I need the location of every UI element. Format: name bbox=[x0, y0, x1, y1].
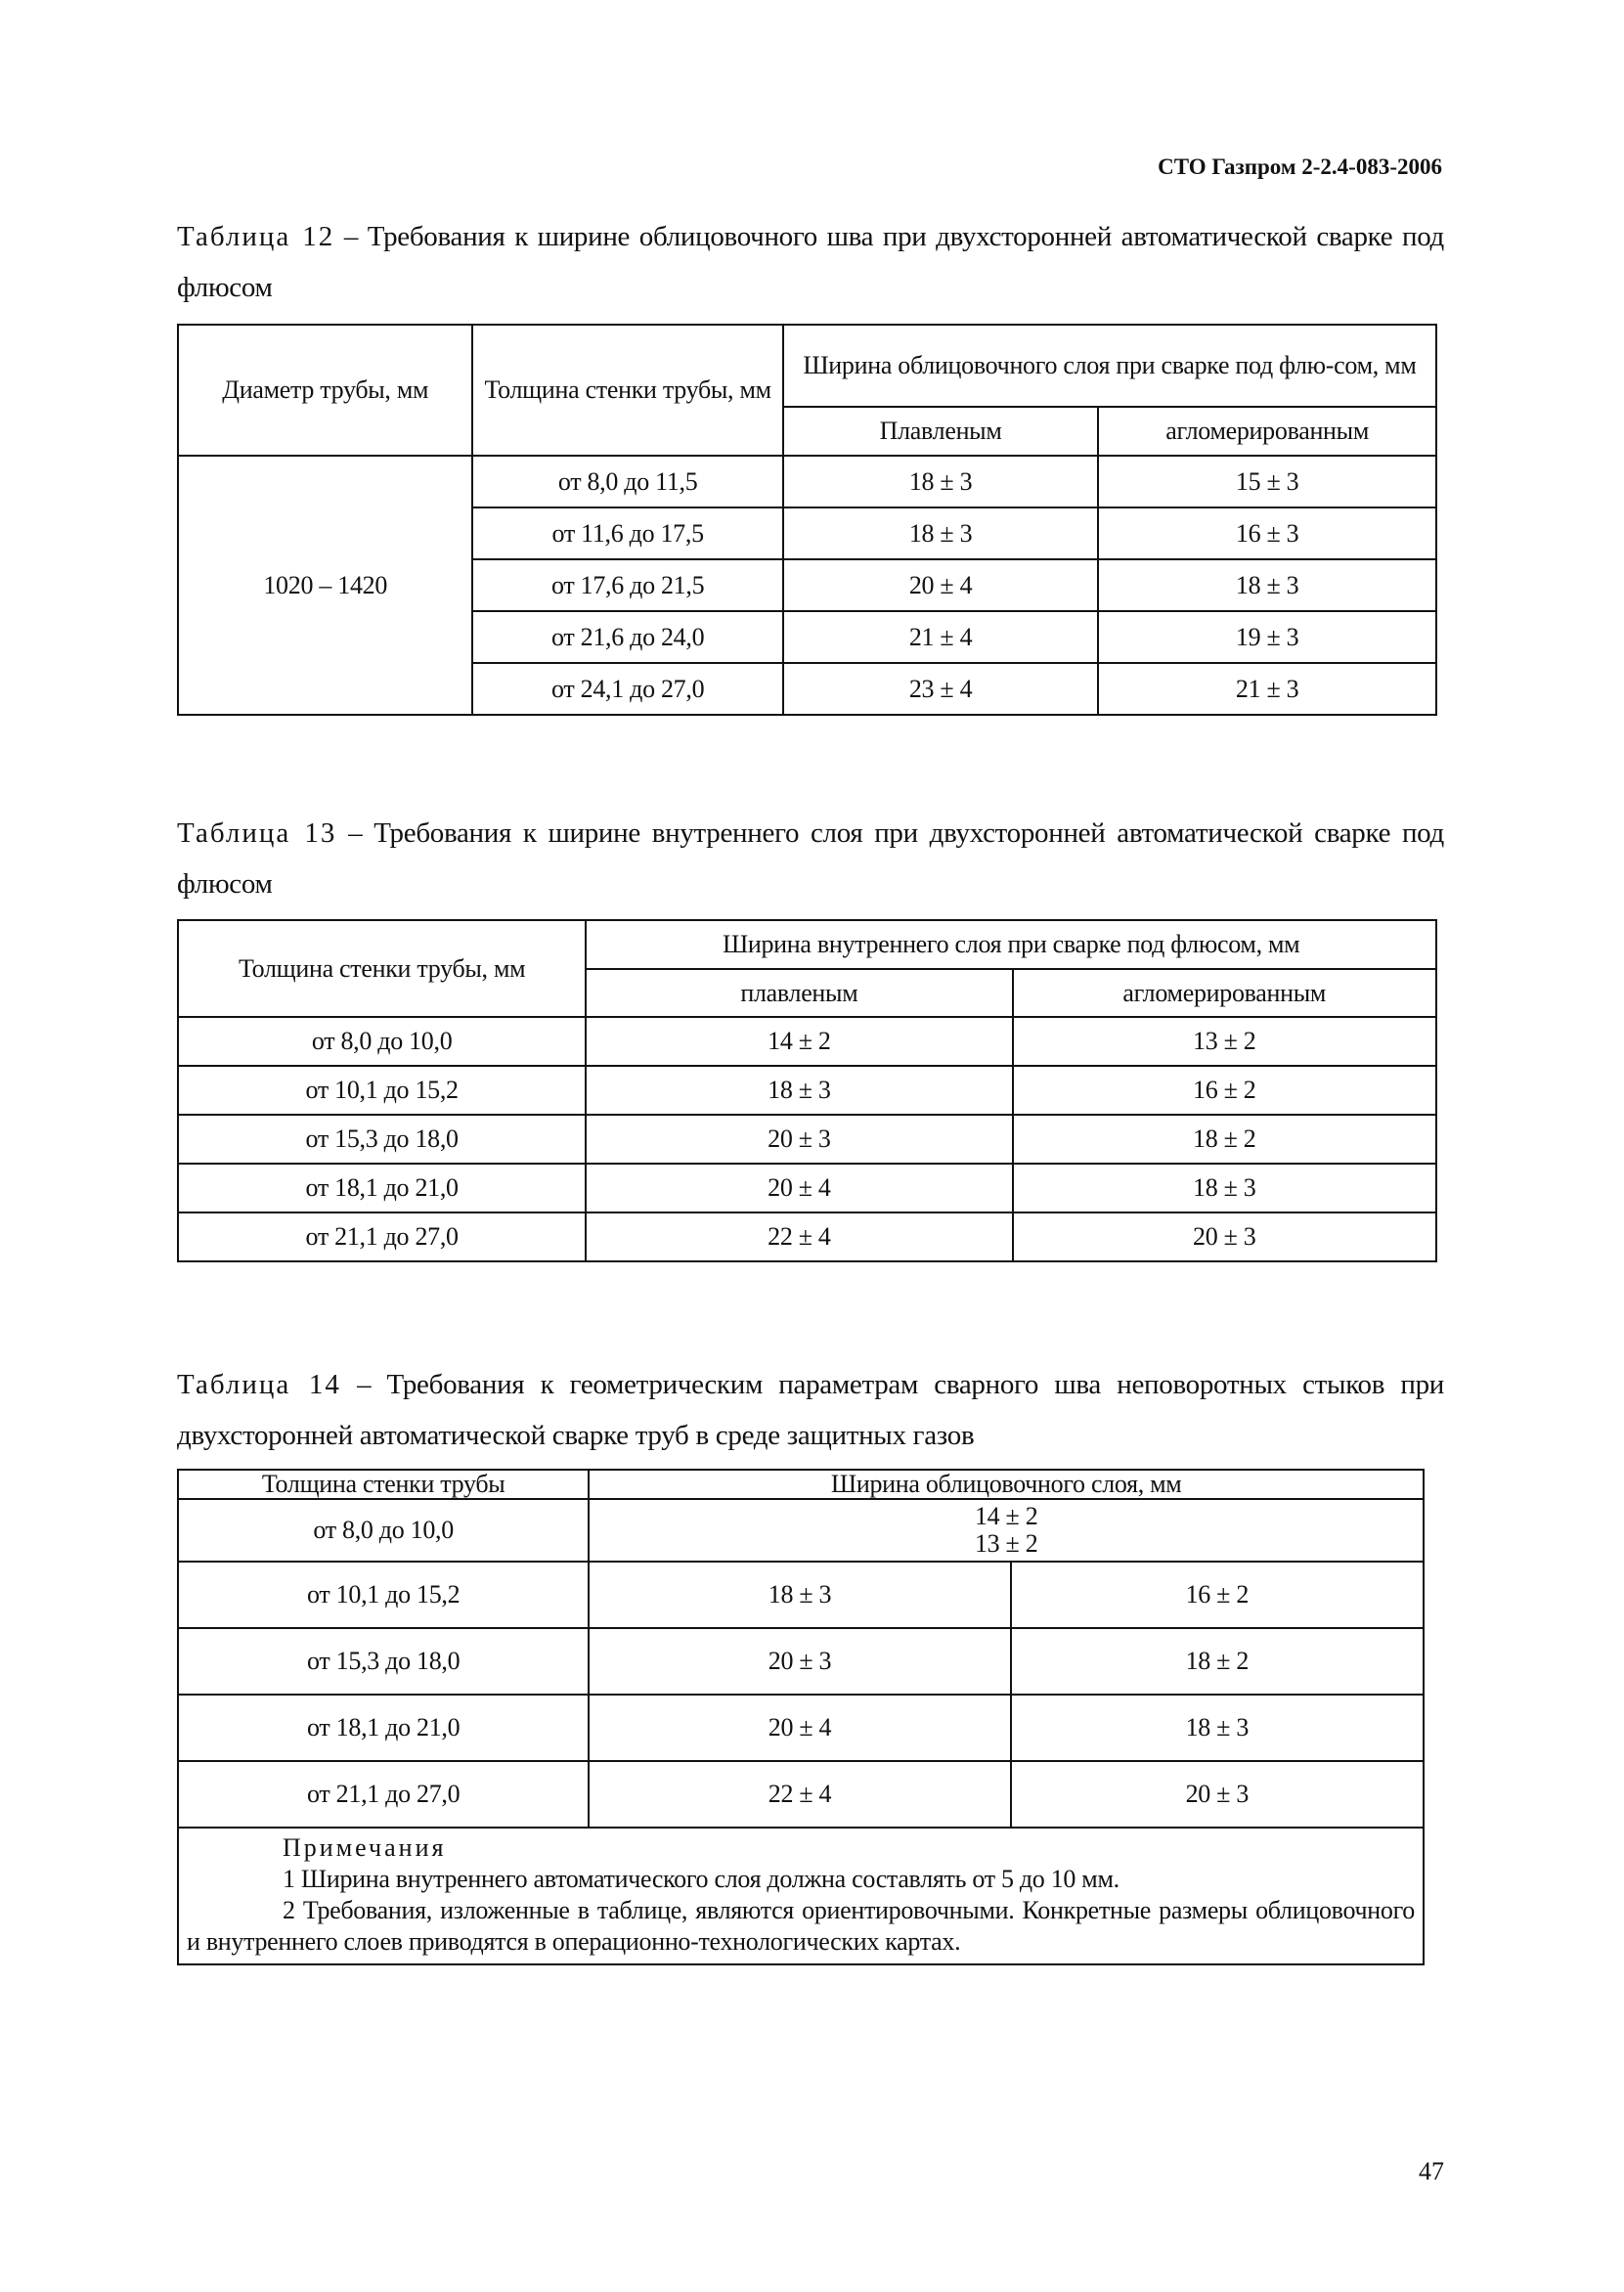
wall-cell: от 21,1 до 27,0 bbox=[178, 1212, 586, 1261]
table13-caption bbox=[177, 808, 1444, 909]
col-header-width: Ширина облицовочного слоя при сварке под флю-сом, мм bbox=[783, 325, 1436, 407]
agglom-cell: 13 ± 2 bbox=[1013, 1017, 1437, 1066]
table-row bbox=[178, 1761, 1424, 1828]
fused-cell: 23 ± 4 bbox=[783, 663, 1098, 715]
width-cell-b: 20 ± 3 bbox=[1011, 1761, 1424, 1828]
table-14 bbox=[177, 1469, 1425, 1965]
document-header: СТО Газпром 2-2.4-083-2006 bbox=[1158, 154, 1442, 179]
table-row bbox=[178, 1562, 1424, 1628]
col-header-wall: Толщина стенки трубы, мм bbox=[178, 920, 586, 1017]
agglom-cell: 15 ± 3 bbox=[1098, 456, 1436, 507]
table-row bbox=[178, 1628, 1424, 1695]
fused-cell: 21 ± 4 bbox=[783, 611, 1098, 663]
width-cell-b: 18 ± 3 bbox=[1011, 1695, 1424, 1761]
width-cell-a: 22 ± 4 bbox=[589, 1761, 1010, 1828]
table-row bbox=[178, 1695, 1424, 1761]
width-cell-a: 18 ± 3 bbox=[589, 1562, 1010, 1628]
subheader-agglom: агломерированным bbox=[1013, 969, 1437, 1017]
wall-cell: от 15,3 до 18,0 bbox=[178, 1628, 589, 1695]
table14-title: – Требования к геометрическим параметрам сварного шва неповоротных стыков при двухсторонней автоматической сварке труб в среде защитных газов bbox=[177, 1369, 1445, 1451]
table-13 bbox=[177, 919, 1437, 1262]
fused-cell: 14 ± 2 bbox=[586, 1017, 1012, 1066]
note-2: 2 Требования, изложенные в таблице, являются ориентировочными. Конкретные размеры облицовочного и внутреннего слоев приводятся в операционно-технологических картах. bbox=[187, 1896, 1415, 1956]
wall-cell: от 8,0 до 10,0 bbox=[178, 1017, 586, 1066]
table-row bbox=[178, 1066, 1436, 1115]
notes-row bbox=[178, 1828, 1424, 1964]
table13-title: – Требования к ширине внутреннего слоя при двухсторонней автоматической сварке под флюсом bbox=[177, 817, 1445, 900]
agglom-cell: 18 ± 3 bbox=[1013, 1164, 1437, 1212]
agglom-cell: 20 ± 3 bbox=[1013, 1212, 1437, 1261]
notes-cell bbox=[178, 1828, 1424, 1964]
col-header-width: Ширина внутреннего слоя при сварке под флюсом, мм bbox=[586, 920, 1436, 969]
note-1: 1 Ширина внутреннего автоматического слоя должна составлять от 5 до 10 мм. bbox=[283, 1865, 1119, 1893]
page-number: 47 bbox=[1419, 2157, 1444, 2185]
table-12 bbox=[177, 324, 1437, 716]
wall-cell: от 21,1 до 27,0 bbox=[178, 1761, 589, 1828]
subheader-fused: плавленым bbox=[586, 969, 1012, 1017]
wall-cell: от 18,1 до 21,0 bbox=[178, 1164, 586, 1212]
table-row bbox=[178, 456, 1436, 507]
fused-cell: 18 ± 3 bbox=[783, 456, 1098, 507]
table14-label: Таблица 14 bbox=[177, 1369, 341, 1400]
wall-cell: от 10,1 до 15,2 bbox=[178, 1562, 589, 1628]
fused-cell: 20 ± 4 bbox=[783, 559, 1098, 611]
table13-label: Таблица 13 bbox=[177, 817, 337, 849]
width-cell-a: 20 ± 3 bbox=[589, 1628, 1010, 1695]
width-cell-b: 18 ± 2 bbox=[1011, 1628, 1424, 1695]
table12-label: Таблица 12 bbox=[177, 221, 335, 252]
agglom-cell: 19 ± 3 bbox=[1098, 611, 1436, 663]
fused-cell: 18 ± 3 bbox=[586, 1066, 1012, 1115]
notes-title: Примечания bbox=[283, 1833, 447, 1862]
subheader-fused: Плавленым bbox=[783, 407, 1098, 456]
table12-caption bbox=[177, 211, 1444, 313]
table-row bbox=[178, 1115, 1436, 1164]
wall-cell: от 18,1 до 21,0 bbox=[178, 1695, 589, 1761]
agglom-cell: 16 ± 2 bbox=[1013, 1066, 1437, 1115]
agglom-cell: 16 ± 3 bbox=[1098, 507, 1436, 559]
agglom-cell: 21 ± 3 bbox=[1098, 663, 1436, 715]
fused-cell: 18 ± 3 bbox=[783, 507, 1098, 559]
col-header-diameter: Диаметр трубы, мм bbox=[178, 325, 472, 456]
wall-cell: от 8,0 до 10,0 bbox=[178, 1499, 589, 1562]
wall-cell: от 24,1 до 27,0 bbox=[472, 663, 782, 715]
wall-cell: от 15,3 до 18,0 bbox=[178, 1115, 586, 1164]
width-value-2: 13 ± 2 bbox=[974, 1529, 1038, 1558]
table-row bbox=[178, 1164, 1436, 1212]
fused-cell: 22 ± 4 bbox=[586, 1212, 1012, 1261]
wall-cell: от 17,6 до 21,5 bbox=[472, 559, 782, 611]
agglom-cell: 18 ± 2 bbox=[1013, 1115, 1437, 1164]
wall-cell: от 11,6 до 17,5 bbox=[472, 507, 782, 559]
fused-cell: 20 ± 4 bbox=[586, 1164, 1012, 1212]
col-header-width: Ширина облицовочного слоя, мм bbox=[589, 1470, 1424, 1499]
col-header-wall: Толщина стенки трубы bbox=[178, 1470, 589, 1499]
table-row bbox=[178, 1212, 1436, 1261]
fused-cell: 20 ± 3 bbox=[586, 1115, 1012, 1164]
subheader-agglom: агломерированным bbox=[1098, 407, 1436, 456]
width-cell-merged bbox=[589, 1499, 1424, 1562]
table12-title: – Требования к ширине облицовочного шва при двухсторонней автоматической сварке под флюсом bbox=[177, 221, 1445, 303]
wall-cell: от 21,6 до 24,0 bbox=[472, 611, 782, 663]
width-cell-a: 20 ± 4 bbox=[589, 1695, 1010, 1761]
table-row bbox=[178, 1017, 1436, 1066]
table-row bbox=[178, 1499, 1424, 1562]
agglom-cell: 18 ± 3 bbox=[1098, 559, 1436, 611]
width-value-1: 14 ± 2 bbox=[974, 1502, 1038, 1530]
width-cell-b: 16 ± 2 bbox=[1011, 1562, 1424, 1628]
table14-caption bbox=[177, 1359, 1444, 1461]
col-header-wall: Толщина стенки трубы, мм bbox=[472, 325, 782, 456]
wall-cell: от 8,0 до 11,5 bbox=[472, 456, 782, 507]
diameter-cell: 1020 – 1420 bbox=[178, 456, 472, 715]
wall-cell: от 10,1 до 15,2 bbox=[178, 1066, 586, 1115]
